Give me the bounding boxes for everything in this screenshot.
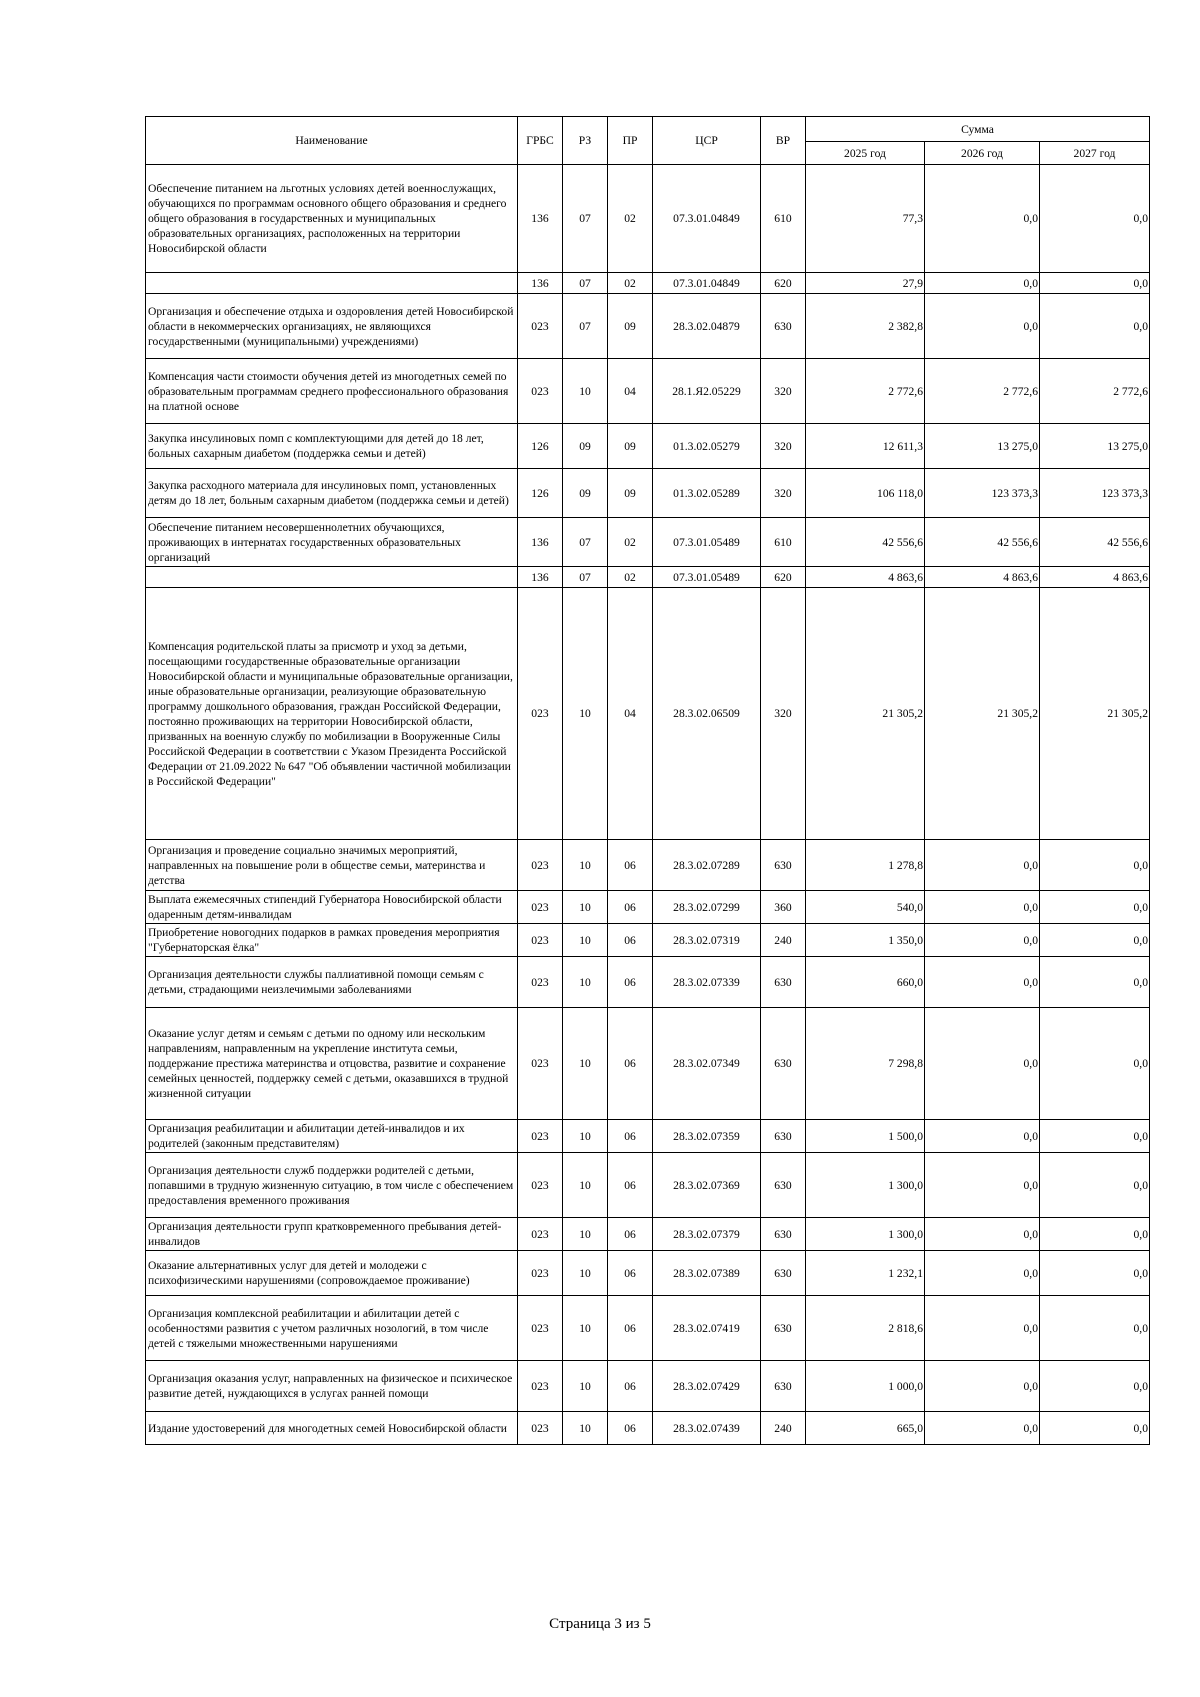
row-pr-cell: 02: [608, 165, 653, 273]
row-sum-2026-cell: 0,0: [925, 1412, 1040, 1445]
row-sum-2025-cell: 540,0: [806, 891, 925, 924]
row-sum-2025-cell: 1 278,8: [806, 840, 925, 891]
row-sum-2025-cell: 4 863,6: [806, 567, 925, 588]
table-row: [146, 1218, 1150, 1251]
header-grbs: ГРБС: [518, 117, 563, 165]
row-rz-cell: 10: [563, 1008, 608, 1120]
row-name-cell: Организация деятельности групп кратковременного пребывания детей-инвалидов: [146, 1218, 518, 1251]
row-csr-cell: 28.1.Я2.05229: [653, 359, 761, 424]
row-vr-cell: 630: [761, 1153, 806, 1218]
table-row: [146, 273, 1150, 294]
row-pr-cell: 02: [608, 567, 653, 588]
row-sum-2026-cell: 2 772,6: [925, 359, 1040, 424]
row-rz-cell: 10: [563, 1153, 608, 1218]
row-vr-cell: 630: [761, 957, 806, 1008]
row-rz-cell: 10: [563, 891, 608, 924]
row-name-cell: Приобретение новогодних подарков в рамках проведения мероприятия "Губернаторская ёлка": [146, 924, 518, 957]
row-grbs-cell: 136: [518, 273, 563, 294]
row-vr-cell: 630: [761, 294, 806, 359]
row-sum-2026-cell: 0,0: [925, 294, 1040, 359]
row-pr-cell: 04: [608, 588, 653, 840]
row-sum-2025-cell: 77,3: [806, 165, 925, 273]
row-pr-cell: 06: [608, 1251, 653, 1296]
row-csr-cell: 28.3.02.04879: [653, 294, 761, 359]
row-grbs-cell: 023: [518, 1361, 563, 1412]
row-pr-cell: 04: [608, 359, 653, 424]
row-csr-cell: 28.3.02.07369: [653, 1153, 761, 1218]
row-sum-2027-cell: 0,0: [1040, 165, 1150, 273]
row-grbs-cell: 023: [518, 1412, 563, 1445]
row-sum-2025-cell: 42 556,6: [806, 518, 925, 567]
row-grbs-cell: 023: [518, 359, 563, 424]
row-csr-cell: 07.3.01.05489: [653, 567, 761, 588]
row-name-cell: Выплата ежемесячных стипендий Губернатора Новосибирской области одаренным детям-инвалидам: [146, 891, 518, 924]
row-pr-cell: 06: [608, 1412, 653, 1445]
row-sum-2027-cell: 0,0: [1040, 1296, 1150, 1361]
row-pr-cell: 02: [608, 273, 653, 294]
table-row: [146, 165, 1150, 273]
page-number: Страница 3 из 5: [549, 1616, 651, 1632]
row-name-cell: Организация деятельности службы паллиативной помощи семьям с детьми, страдающими неизлечимыми заболеваниями: [146, 957, 518, 1008]
row-csr-cell: 28.3.02.07439: [653, 1412, 761, 1445]
row-grbs-cell: 023: [518, 1218, 563, 1251]
table-row: [146, 424, 1150, 469]
row-sum-2026-cell: 0,0: [925, 924, 1040, 957]
row-grbs-cell: 023: [518, 957, 563, 1008]
table-row: [146, 1153, 1150, 1218]
row-name-cell: Закупка инсулиновых помп с комплектующими для детей до 18 лет, больных сахарным диабетом (поддержка семьи и детей): [146, 424, 518, 469]
row-sum-2026-cell: 4 863,6: [925, 567, 1040, 588]
row-vr-cell: 320: [761, 424, 806, 469]
row-csr-cell: 07.3.01.04849: [653, 273, 761, 294]
row-sum-2026-cell: 0,0: [925, 1008, 1040, 1120]
row-sum-2025-cell: 2 382,8: [806, 294, 925, 359]
row-sum-2026-cell: 0,0: [925, 891, 1040, 924]
row-sum-2027-cell: 0,0: [1040, 1218, 1150, 1251]
row-name-cell: Организация комплексной реабилитации и абилитации детей с особенностями развития с учетом различных нозологий, в том числе детей с тяжелыми множественными нарушениями: [146, 1296, 518, 1361]
row-sum-2025-cell: 660,0: [806, 957, 925, 1008]
row-vr-cell: 240: [761, 1412, 806, 1445]
header-year-2026: 2026 год: [925, 142, 1040, 165]
row-rz-cell: 07: [563, 294, 608, 359]
row-vr-cell: 610: [761, 165, 806, 273]
table-row: [146, 1361, 1150, 1412]
row-sum-2025-cell: 12 611,3: [806, 424, 925, 469]
row-csr-cell: 28.3.02.07319: [653, 924, 761, 957]
row-vr-cell: 320: [761, 359, 806, 424]
row-rz-cell: 07: [563, 518, 608, 567]
row-grbs-cell: 136: [518, 567, 563, 588]
header-pr: ПР: [608, 117, 653, 165]
table-row: [146, 518, 1150, 567]
row-sum-2026-cell: 21 305,2: [925, 588, 1040, 840]
row-csr-cell: 28.3.02.07349: [653, 1008, 761, 1120]
row-sum-2027-cell: 0,0: [1040, 891, 1150, 924]
row-sum-2027-cell: 13 275,0: [1040, 424, 1150, 469]
table-row: [146, 1412, 1150, 1445]
row-name-cell: Организация деятельности служб поддержки родителей с детьми, попавшими в трудную жизненную ситуацию, в том числе с обеспечением предоставления временного проживания: [146, 1153, 518, 1218]
row-name-cell: Обеспечение питанием несовершеннолетних обучающихся, проживающих в интернатах государственных образовательных организаций: [146, 518, 518, 567]
row-rz-cell: 10: [563, 840, 608, 891]
row-sum-2027-cell: 4 863,6: [1040, 567, 1150, 588]
row-sum-2026-cell: 42 556,6: [925, 518, 1040, 567]
row-name-cell: Организация реабилитации и абилитации детей-инвалидов и их родителей (законным представителям): [146, 1120, 518, 1153]
table-row: [146, 294, 1150, 359]
row-name-cell: Оказание альтернативных услуг для детей и молодежи с психофизическими нарушениями (сопровождаемое проживание): [146, 1251, 518, 1296]
row-sum-2026-cell: 0,0: [925, 1296, 1040, 1361]
row-sum-2027-cell: 42 556,6: [1040, 518, 1150, 567]
header-sum: Сумма: [806, 117, 1150, 142]
table-row: [146, 840, 1150, 891]
row-vr-cell: 630: [761, 840, 806, 891]
row-sum-2026-cell: 0,0: [925, 840, 1040, 891]
row-rz-cell: 10: [563, 1218, 608, 1251]
row-name-cell: Организация и проведение социально значимых мероприятий, направленных на повышение роли в обществе семьи, материнства и детства: [146, 840, 518, 891]
row-grbs-cell: 023: [518, 1008, 563, 1120]
row-csr-cell: 28.3.02.07339: [653, 957, 761, 1008]
row-rz-cell: 09: [563, 424, 608, 469]
row-sum-2025-cell: 665,0: [806, 1412, 925, 1445]
table-row: [146, 588, 1150, 840]
row-vr-cell: 630: [761, 1120, 806, 1153]
row-pr-cell: 06: [608, 1120, 653, 1153]
budget-table: [145, 116, 1150, 1445]
row-sum-2027-cell: 0,0: [1040, 1251, 1150, 1296]
row-sum-2027-cell: 0,0: [1040, 1008, 1150, 1120]
row-name-cell: [146, 273, 518, 294]
row-sum-2026-cell: 0,0: [925, 1218, 1040, 1251]
row-csr-cell: 28.3.02.07389: [653, 1251, 761, 1296]
row-pr-cell: 09: [608, 424, 653, 469]
row-sum-2026-cell: 0,0: [925, 1361, 1040, 1412]
row-sum-2026-cell: 0,0: [925, 1251, 1040, 1296]
row-sum-2027-cell: 0,0: [1040, 924, 1150, 957]
row-rz-cell: 10: [563, 1120, 608, 1153]
row-name-cell: Компенсация части стоимости обучения детей из многодетных семей по образовательным программам среднего профессионального образования на платной основе: [146, 359, 518, 424]
row-rz-cell: 09: [563, 469, 608, 518]
row-sum-2025-cell: 7 298,8: [806, 1008, 925, 1120]
table-row: [146, 567, 1150, 588]
row-pr-cell: 02: [608, 518, 653, 567]
row-name-cell: Организация оказания услуг, направленных на физическое и психическое развитие детей, нуждающихся в услугах ранней помощи: [146, 1361, 518, 1412]
row-sum-2027-cell: 0,0: [1040, 1412, 1150, 1445]
row-grbs-cell: 023: [518, 588, 563, 840]
row-rz-cell: 10: [563, 359, 608, 424]
row-grbs-cell: 136: [518, 165, 563, 273]
table-row: [146, 924, 1150, 957]
row-vr-cell: 620: [761, 567, 806, 588]
table-row: [146, 359, 1150, 424]
row-grbs-cell: 023: [518, 294, 563, 359]
row-vr-cell: 630: [761, 1008, 806, 1120]
table-row: [146, 1296, 1150, 1361]
row-sum-2026-cell: 123 373,3: [925, 469, 1040, 518]
row-csr-cell: 28.3.02.07299: [653, 891, 761, 924]
row-pr-cell: 06: [608, 840, 653, 891]
table-row: [146, 469, 1150, 518]
row-csr-cell: 01.3.02.05289: [653, 469, 761, 518]
row-name-cell: Издание удостоверений для многодетных семей Новосибирской области: [146, 1412, 518, 1445]
row-vr-cell: 620: [761, 273, 806, 294]
row-pr-cell: 06: [608, 924, 653, 957]
row-pr-cell: 09: [608, 469, 653, 518]
row-grbs-cell: 023: [518, 1296, 563, 1361]
row-pr-cell: 06: [608, 1296, 653, 1361]
row-sum-2026-cell: 0,0: [925, 165, 1040, 273]
table-row: [146, 1008, 1150, 1120]
row-csr-cell: 01.3.02.05279: [653, 424, 761, 469]
row-pr-cell: 06: [608, 957, 653, 1008]
header-name: Наименование: [146, 117, 518, 165]
row-sum-2025-cell: 21 305,2: [806, 588, 925, 840]
row-rz-cell: 10: [563, 1251, 608, 1296]
row-vr-cell: 630: [761, 1361, 806, 1412]
row-sum-2025-cell: 1 232,1: [806, 1251, 925, 1296]
row-vr-cell: 630: [761, 1296, 806, 1361]
row-rz-cell: 07: [563, 273, 608, 294]
row-grbs-cell: 023: [518, 1251, 563, 1296]
row-vr-cell: 320: [761, 469, 806, 518]
row-grbs-cell: 023: [518, 840, 563, 891]
row-sum-2025-cell: 1 500,0: [806, 1120, 925, 1153]
row-sum-2027-cell: 123 373,3: [1040, 469, 1150, 518]
row-grbs-cell: 023: [518, 1120, 563, 1153]
row-sum-2026-cell: 13 275,0: [925, 424, 1040, 469]
row-vr-cell: 630: [761, 1218, 806, 1251]
row-sum-2025-cell: 1 000,0: [806, 1361, 925, 1412]
row-sum-2026-cell: 0,0: [925, 1153, 1040, 1218]
row-grbs-cell: 023: [518, 924, 563, 957]
row-sum-2025-cell: 106 118,0: [806, 469, 925, 518]
row-sum-2027-cell: 0,0: [1040, 957, 1150, 1008]
row-sum-2027-cell: 0,0: [1040, 840, 1150, 891]
row-grbs-cell: 126: [518, 424, 563, 469]
row-grbs-cell: 023: [518, 891, 563, 924]
row-csr-cell: 28.3.02.07359: [653, 1120, 761, 1153]
row-vr-cell: 320: [761, 588, 806, 840]
row-sum-2025-cell: 2 818,6: [806, 1296, 925, 1361]
table-row: [146, 891, 1150, 924]
row-sum-2027-cell: 0,0: [1040, 273, 1150, 294]
row-sum-2025-cell: 2 772,6: [806, 359, 925, 424]
row-name-cell: [146, 567, 518, 588]
row-csr-cell: 28.3.02.06509: [653, 588, 761, 840]
row-name-cell: Обеспечение питанием на льготных условиях детей военнослужащих, обучающихся по программам основного общего образования и среднего общего образования в государственных и муниципальных образовательных организациях, расположенных на территории Новосибирской области: [146, 165, 518, 273]
header-year-2025: 2025 год: [806, 142, 925, 165]
row-name-cell: Оказание услуг детям и семьям с детьми по одному или нескольким направлениям, направленным на укрепление института семьи, поддержание престижа материнства и отцовства, развитие и сохранение семейных ценностей, поддержку семей с детьми, оказавшихся в трудной жизненной ситуации: [146, 1008, 518, 1120]
row-sum-2025-cell: 27,9: [806, 273, 925, 294]
table-row: [146, 1120, 1150, 1153]
row-sum-2025-cell: 1 300,0: [806, 1218, 925, 1251]
row-sum-2027-cell: 0,0: [1040, 1120, 1150, 1153]
row-rz-cell: 10: [563, 924, 608, 957]
row-sum-2027-cell: 21 305,2: [1040, 588, 1150, 840]
row-sum-2026-cell: 0,0: [925, 273, 1040, 294]
row-pr-cell: 06: [608, 1218, 653, 1251]
header-rz: РЗ: [563, 117, 608, 165]
row-rz-cell: 10: [563, 588, 608, 840]
header-csr: ЦСР: [653, 117, 761, 165]
row-pr-cell: 06: [608, 1008, 653, 1120]
header-year-2027: 2027 год: [1040, 142, 1150, 165]
row-vr-cell: 630: [761, 1251, 806, 1296]
row-csr-cell: 28.3.02.07289: [653, 840, 761, 891]
row-pr-cell: 09: [608, 294, 653, 359]
row-sum-2027-cell: 2 772,6: [1040, 359, 1150, 424]
row-sum-2027-cell: 0,0: [1040, 294, 1150, 359]
row-rz-cell: 10: [563, 1412, 608, 1445]
row-sum-2025-cell: 1 300,0: [806, 1153, 925, 1218]
row-rz-cell: 10: [563, 957, 608, 1008]
table-row: [146, 957, 1150, 1008]
row-name-cell: Компенсация родительской платы за присмотр и уход за детьми, посещающими государственные образовательные организации Новосибирской области и муниципальные образовательные организации, иные образовательные организации, реализующие образовательную программу дошкольного образования, граждан Российской Федерации, постоянно проживающих на территории Новосибирской области, призванных на военную службу по мобилизации в Вооруженные Силы Российской Федерации в соответствии с Указом Президента Российской Федерации от 21.09.2022 № 647 "Об объявлении частичной мобилизации в Российской Федерации": [146, 588, 518, 840]
row-pr-cell: 06: [608, 891, 653, 924]
header-vr: ВР: [761, 117, 806, 165]
row-rz-cell: 07: [563, 567, 608, 588]
row-csr-cell: 28.3.02.07419: [653, 1296, 761, 1361]
row-grbs-cell: 136: [518, 518, 563, 567]
row-csr-cell: 28.3.02.07429: [653, 1361, 761, 1412]
row-csr-cell: 07.3.01.04849: [653, 165, 761, 273]
row-sum-2026-cell: 0,0: [925, 1120, 1040, 1153]
row-grbs-cell: 126: [518, 469, 563, 518]
row-vr-cell: 610: [761, 518, 806, 567]
row-sum-2027-cell: 0,0: [1040, 1153, 1150, 1218]
row-vr-cell: 240: [761, 924, 806, 957]
row-rz-cell: 07: [563, 165, 608, 273]
table-row: [146, 1251, 1150, 1296]
row-sum-2026-cell: 0,0: [925, 957, 1040, 1008]
row-sum-2027-cell: 0,0: [1040, 1361, 1150, 1412]
row-grbs-cell: 023: [518, 1153, 563, 1218]
row-pr-cell: 06: [608, 1361, 653, 1412]
row-rz-cell: 10: [563, 1296, 608, 1361]
row-sum-2025-cell: 1 350,0: [806, 924, 925, 957]
table-body: [146, 165, 1150, 1445]
row-name-cell: Закупка расходного материала для инсулиновых помп, установленных детям до 18 лет, больным сахарным диабетом (поддержка семьи и детей): [146, 469, 518, 518]
row-csr-cell: 28.3.02.07379: [653, 1218, 761, 1251]
row-csr-cell: 07.3.01.05489: [653, 518, 761, 567]
row-vr-cell: 360: [761, 891, 806, 924]
row-name-cell: Организация и обеспечение отдыха и оздоровления детей Новосибирской области в некоммерческих организациях, не являющихся государственными (муниципальными) учреждениями): [146, 294, 518, 359]
row-pr-cell: 06: [608, 1153, 653, 1218]
row-rz-cell: 10: [563, 1361, 608, 1412]
